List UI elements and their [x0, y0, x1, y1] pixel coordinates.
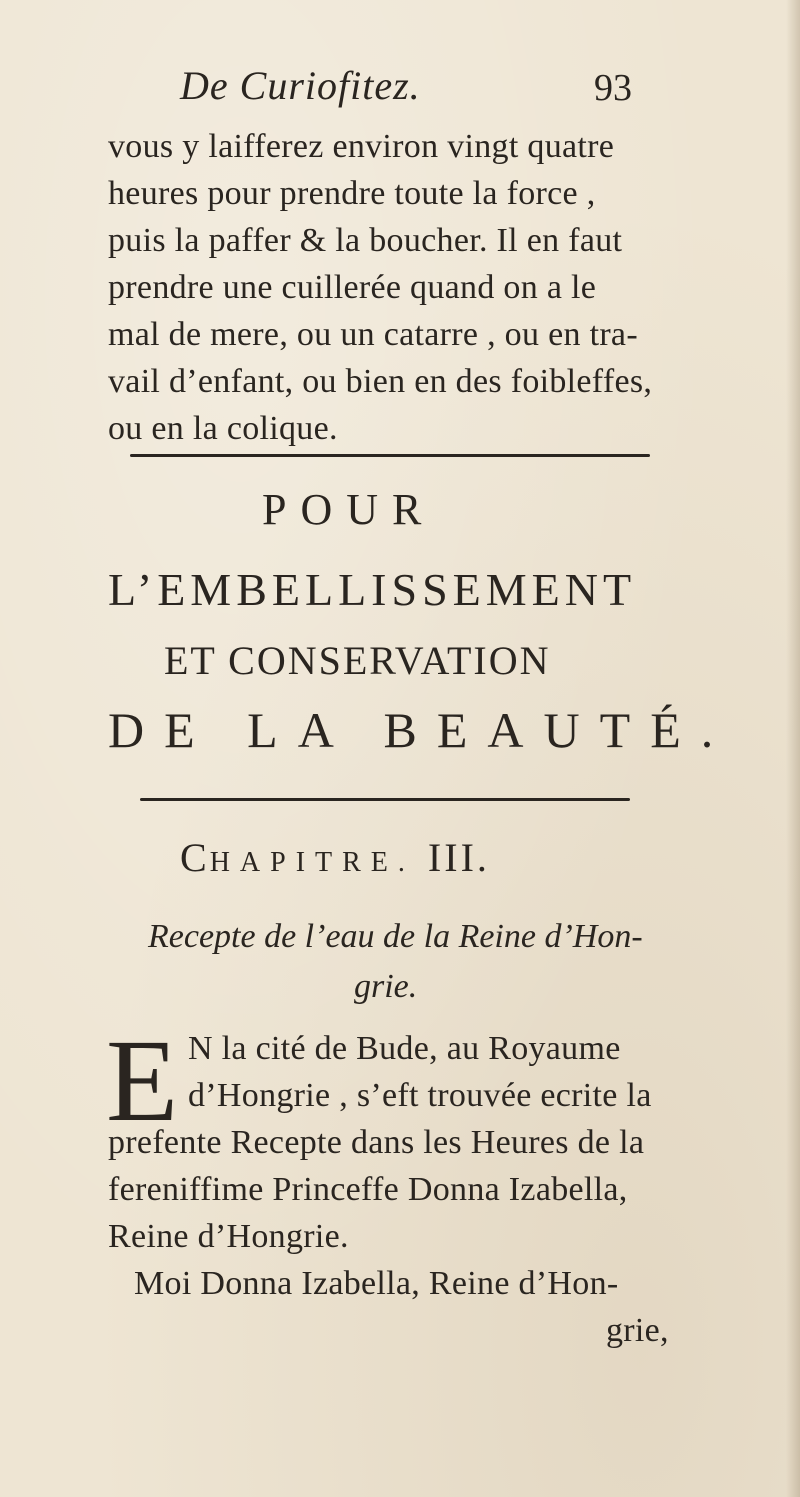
horizontal-rule-top — [130, 454, 650, 457]
paragraph-line: d’Hongrie , s’eft trouvée ecrite la — [188, 1077, 652, 1114]
paragraph-line: grie, — [606, 1312, 669, 1349]
paragraph-line: Moi Donna Izabella, Reine d’Hon- — [134, 1265, 619, 1302]
horizontal-rule-bottom — [140, 798, 630, 801]
recipe-title: Recepte de l’eau de la Reine d’Hon- — [148, 918, 643, 955]
drop-cap: E — [106, 1015, 179, 1146]
body-line: puis la paffer & la boucher. Il en faut — [108, 222, 623, 259]
section-title-line: POUR — [262, 485, 436, 534]
section-title-line: DE LA BEAUTÉ. — [108, 702, 734, 758]
paragraph-line: N la cité de Bude, au Royaume — [188, 1030, 621, 1067]
chapter-heading — [180, 834, 490, 881]
running-head: De Curiofitez. — [180, 63, 421, 108]
body-line: ou en la colique. — [108, 410, 338, 447]
chapter-word: HAPITRE. — [209, 847, 415, 878]
page-number: 93 — [594, 67, 632, 109]
section-title-line: ET CONSERVATION — [164, 638, 551, 683]
paragraph-line: Reine d’Hongrie. — [108, 1218, 349, 1255]
chapter-first-letter: C — [180, 835, 210, 880]
page-edge-shadow — [786, 0, 800, 1497]
body-line: prendre une cuillerée quand on a le — [108, 269, 597, 306]
chapter-number: III. — [427, 835, 490, 880]
recipe-title: grie. — [354, 968, 418, 1005]
paragraph-line: prefente Recepte dans les Heures de la — [108, 1124, 645, 1161]
body-line: vail d’enfant, ou bien en des foibleffes, — [108, 363, 653, 400]
body-line: mal de mere, ou un catarre , ou en tra- — [108, 316, 638, 353]
body-line: heures pour prendre toute la force , — [108, 175, 596, 212]
paragraph-line: fereniffime Princeffe Donna Izabella, — [108, 1171, 628, 1208]
section-title-line: L’EMBELLISSEMENT — [108, 564, 637, 615]
body-line: vous y laifferez environ vingt quatre — [108, 128, 615, 165]
